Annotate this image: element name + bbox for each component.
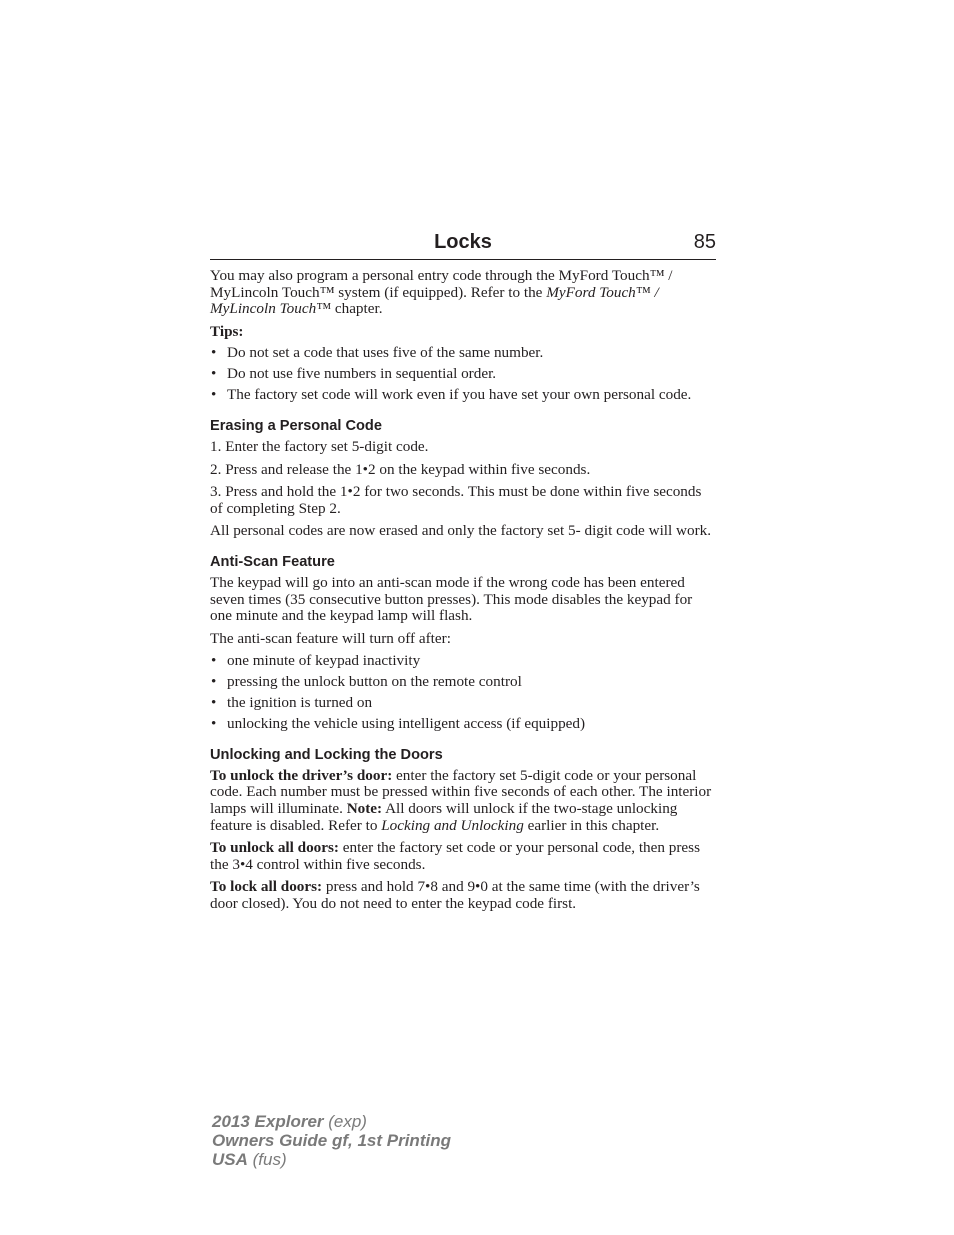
section-title: Locks	[434, 231, 492, 253]
tips-label: Tips:	[210, 322, 244, 340]
page-header	[210, 229, 716, 260]
unlock-driver-paragraph: To unlock the driver’s door: enter the factory set 5-digit code or your personal code. Each number must be pressed within five seconds of each other. The interior lamps will illuminate. Note: All doors will unlock if the two-stage unlocking feature is disabled. Refer to Locking and Unlocking earlier in this chapter.	[210, 766, 712, 834]
bullet-icon: •	[211, 344, 217, 362]
section-reference: Locking and Unlocking	[381, 816, 524, 834]
list-item: • unlocking the vehicle using intelligent access (if equipped)	[211, 715, 586, 733]
list-item: • The factory set code will work even if you have set your own personal code.	[211, 386, 692, 404]
footer-line: USA (fus)	[212, 1150, 287, 1169]
bullet-icon: •	[211, 715, 217, 733]
page-body	[210, 268, 716, 919]
list-item: • Do not set a code that uses five of the same number.	[211, 344, 544, 362]
list-item: • Do not use five numbers in sequential order.	[211, 365, 497, 383]
antiscan-list	[210, 653, 716, 733]
term-label: To unlock all doors:	[210, 839, 339, 857]
erasing-step: 3. Press and hold the 1•2 for two seconds. This must be done within five seconds of completing Step 2.	[210, 483, 702, 517]
erasing-step: 2. Press and release the 1•2 on the keypad within five seconds.	[210, 460, 591, 478]
unlocking-heading: Unlocking and Locking the Doors	[210, 746, 443, 763]
footer-line: 2013 Explorer (exp)	[212, 1112, 367, 1131]
print-footer	[212, 1112, 451, 1169]
bullet-icon: •	[211, 694, 217, 712]
lock-all-paragraph: To lock all doors: press and hold 7•8 and 9•0 at the same time (with the driver’s door closed). You do not need to enter the keypad code first.	[210, 878, 700, 912]
erasing-note: All personal codes are now erased and only the factory set 5- digit code will work.	[210, 522, 712, 540]
bullet-icon: •	[211, 386, 217, 404]
list-item: • one minute of keypad inactivity	[211, 652, 421, 670]
erasing-step: 1. Enter the factory set 5-digit code.	[210, 437, 429, 455]
footer-line: Owners Guide gf, 1st Printing	[212, 1131, 451, 1150]
term-label: To unlock the driver’s door:	[210, 766, 393, 784]
bullet-icon: •	[211, 673, 217, 691]
bullet-icon: •	[211, 652, 217, 670]
antiscan-heading: Anti-Scan Feature	[210, 553, 335, 570]
note-label: Note:	[346, 800, 383, 818]
antiscan-lead: The anti-scan feature will turn off after:	[210, 629, 451, 647]
list-item: • pressing the unlock button on the remote control	[211, 673, 522, 691]
list-item: • the ignition is turned on	[211, 694, 373, 712]
unlock-all-paragraph: To unlock all doors: enter the factory set code or your personal code, then press the 3•4 control within five seconds.	[210, 839, 700, 873]
erasing-heading: Erasing a Personal Code	[210, 417, 382, 434]
page-number: 85	[693, 231, 716, 253]
bullet-icon: •	[211, 365, 217, 383]
term-label: To lock all doors:	[210, 878, 323, 896]
intro-paragraph: You may also program a personal entry code through the MyFord Touch™ / MyLincoln Touch™ system (if equipped). Refer to the MyFord Touch™ / MyLincoln Touch™ chapter.	[210, 267, 673, 318]
antiscan-paragraph: The keypad will go into an anti-scan mode if the wrong code has been entered seven times (35 consecutive button presses). This mode disables the keypad for one minute and the keypad lamp will flash.	[210, 573, 693, 625]
chapter-reference: MyFord Touch™ / MyLincoln Touch™	[210, 283, 659, 318]
tips-list	[210, 345, 716, 404]
